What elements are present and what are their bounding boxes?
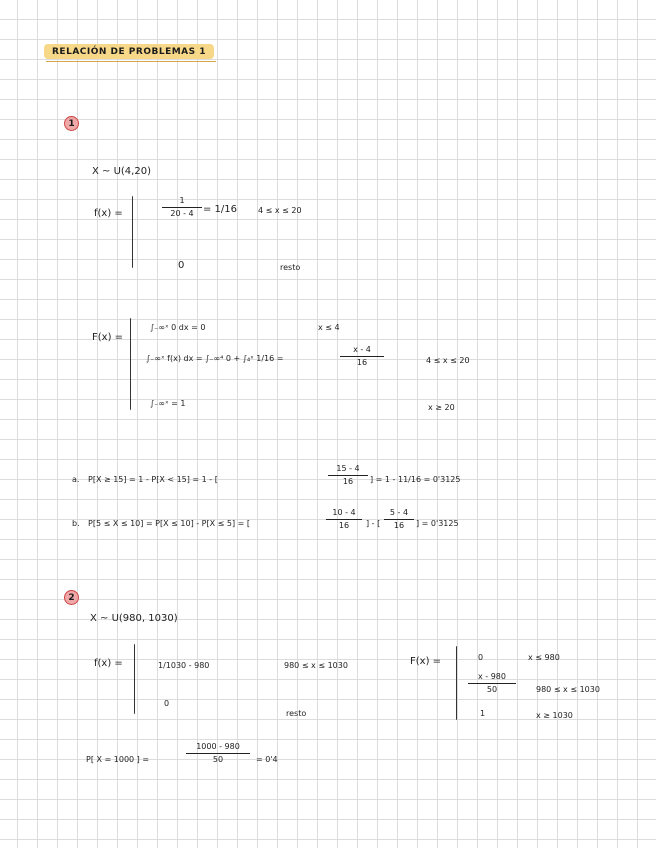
p2-distribution: X ~ U(980, 1030) xyxy=(90,613,178,624)
p1b-num-2: 5 - 4 xyxy=(389,508,409,517)
fraction-bar xyxy=(328,475,368,476)
p2-cdf-case1-cond: x ≤ 980 xyxy=(528,653,560,662)
p2-prob-fraction xyxy=(186,742,250,765)
p2-density-zero: 0 xyxy=(164,699,170,708)
p2-density-label: f(x) = xyxy=(94,658,123,669)
p1a-label: a. xyxy=(72,475,80,484)
fraction-bar xyxy=(384,519,414,520)
p1b-fraction-2 xyxy=(384,508,414,531)
p1a-text: P[X ≥ 15] = 1 - P[X < 15] = 1 - [ xyxy=(88,475,218,484)
p1-density-brace xyxy=(132,196,133,268)
p1-cdf-case1: ∫₋∞ˣ 0 dx = 0 xyxy=(150,323,206,332)
p1-density-cond: 4 ≤ x ≤ 20 xyxy=(258,206,302,215)
p1b-den-1: 16 xyxy=(338,521,350,530)
p1-density-num: 1 xyxy=(179,196,185,205)
p2-cdf-fraction xyxy=(468,672,516,695)
fraction-bar xyxy=(468,683,516,684)
problem-2-badge: 2 xyxy=(64,590,79,605)
p1b-label: b. xyxy=(72,519,80,528)
p2-cdf-case2-cond: 980 ≤ x ≤ 1030 xyxy=(536,685,600,694)
p1b-num-1: 10 - 4 xyxy=(332,508,356,517)
p1-cdf-case2: ∫₋∞ˣ f(x) dx = ∫₋∞⁴ 0 + ∫₄ˣ 1/16 = xyxy=(146,354,284,363)
p1-density-eq: = 1/16 xyxy=(203,204,238,215)
p2-cdf-brace xyxy=(456,646,457,720)
p2-prob-rest: = 0'4 xyxy=(256,755,278,764)
p1a-den: 16 xyxy=(342,477,354,486)
p1-cdf-label: F(x) = xyxy=(92,332,124,343)
title-underline xyxy=(46,61,216,62)
p1-cdf-fraction xyxy=(340,345,384,368)
p1b-mid: ] - [ xyxy=(366,519,381,528)
p1-cdf-case1-cond: x ≤ 4 xyxy=(318,323,340,332)
p1-cdf-case2-cond: 4 ≤ x ≤ 20 xyxy=(426,356,470,365)
p1-cdf-case3: ∫₋∞ˣ = 1 xyxy=(150,399,186,408)
p2-cdf-num: x - 980 xyxy=(478,672,506,681)
p1b-rest: ] = 0'3125 xyxy=(416,519,459,528)
p2-prob-num: 1000 - 980 xyxy=(196,742,240,751)
p1-cdf-den: 16 xyxy=(356,358,368,367)
fraction-bar xyxy=(186,753,250,754)
p2-cdf-case1: 0 xyxy=(478,653,484,662)
p1a-num: 15 - 4 xyxy=(336,464,360,473)
page-title: RELACIÓN DE PROBLEMAS 1 xyxy=(44,44,214,59)
fraction-bar xyxy=(162,207,202,208)
p1b-fraction-1 xyxy=(326,508,362,531)
problem-1-badge: 1 xyxy=(64,116,79,131)
p2-density-case1-cond: 980 ≤ x ≤ 1030 xyxy=(284,661,348,670)
p1-density-label: f(x) = xyxy=(94,208,123,219)
p1b-den-2: 16 xyxy=(393,521,405,530)
p1-cdf-case3-cond: x ≥ 20 xyxy=(428,403,455,412)
p1-density-zero: 0 xyxy=(178,260,185,271)
p2-cdf-den: 50 xyxy=(486,685,498,694)
p2-cdf-case3: 1 xyxy=(480,709,486,718)
p2-density-case1: 1/1030 - 980 xyxy=(158,661,210,670)
fraction-bar xyxy=(326,519,362,520)
p2-prob-text: P[ X = 1000 ] = xyxy=(86,755,150,764)
p1-density-den: 20 - 4 xyxy=(170,209,194,218)
p1-cdf-num: x - 4 xyxy=(353,345,371,354)
p1-density-fraction xyxy=(162,196,202,219)
p2-cdf-label: F(x) = xyxy=(410,656,442,667)
p1a-fraction xyxy=(328,464,368,487)
p2-prob-den: 50 xyxy=(212,755,224,764)
p2-cdf-case3-cond: x ≥ 1030 xyxy=(536,711,573,720)
p1b-text: P[5 ≤ X ≤ 10] = P[X ≤ 10] - P[X ≤ 5] = [ xyxy=(88,519,251,528)
p2-density-rest: resto xyxy=(286,709,307,718)
p1-density-rest: resto xyxy=(280,263,301,272)
p1-distribution: X ~ U(4,20) xyxy=(92,166,151,177)
p1a-rest: ] = 1 - 11/16 = 0'3125 xyxy=(370,475,461,484)
p2-density-brace xyxy=(134,644,135,714)
p1-cdf-brace xyxy=(130,318,131,410)
fraction-bar xyxy=(340,356,384,357)
